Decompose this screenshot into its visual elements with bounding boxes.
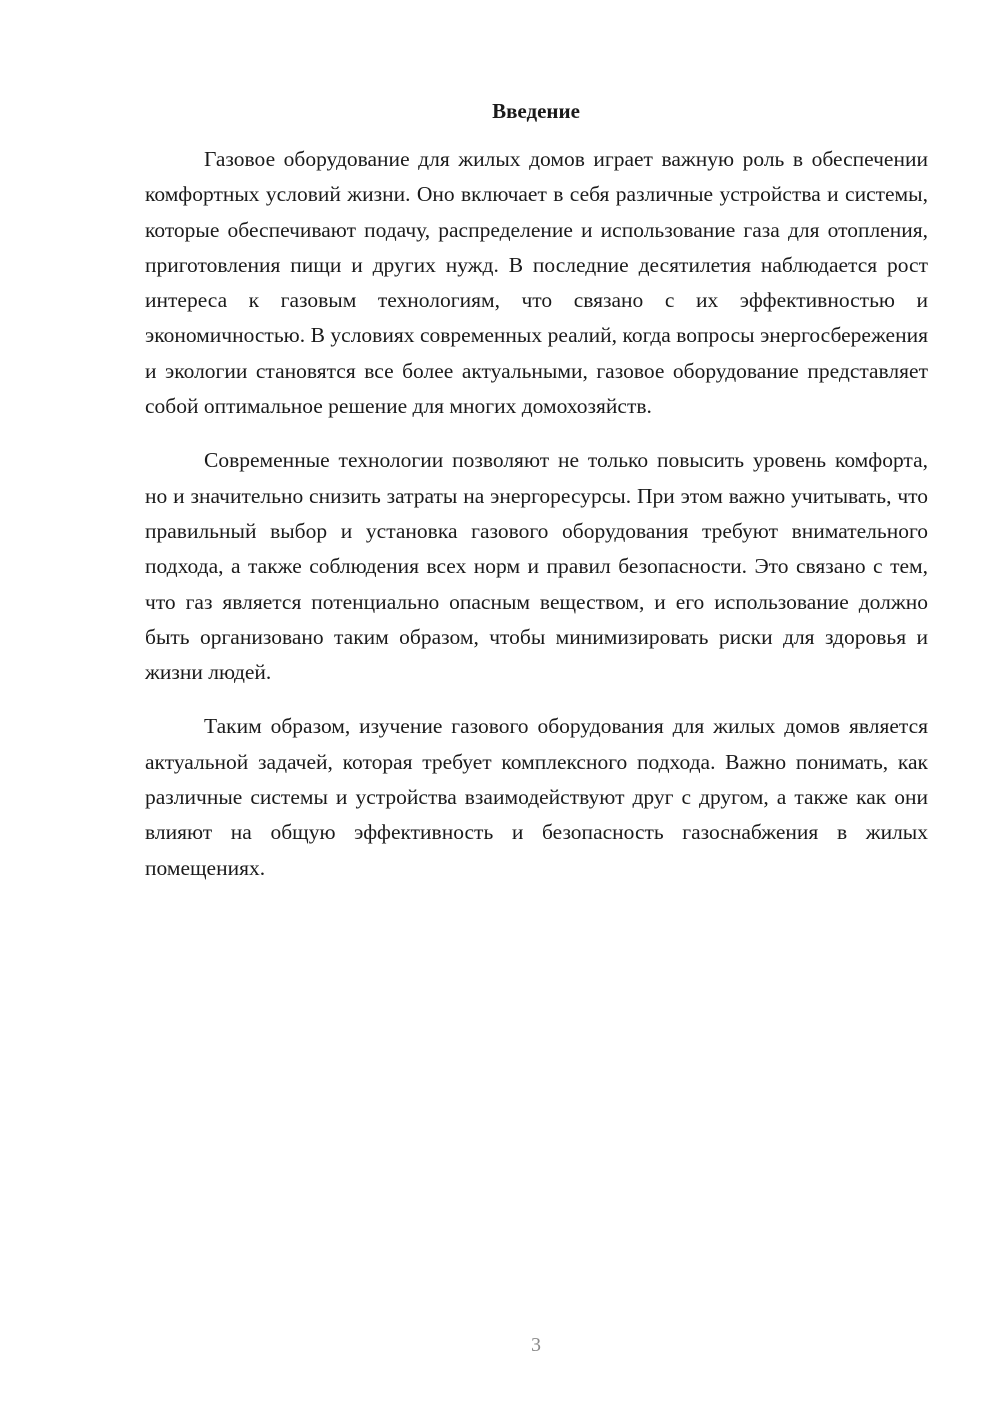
paragraph-1: Газовое оборудование для жилых домов играет важную роль в обеспечении комфортных условий жизни. Оно включает в себя различные устройства и системы, которые обеспечивают подачу, распределение и использование газа для отопления, приготовления пищи и других нужд. В последние десятилетия наблюдается рост интереса к газовым технологиям, что связано с их эффективностью и экономичностью. В условиях современных реалий, когда вопросы энергосбережения и экологии становятся все более актуальными, газовое оборудование представляет собой оптимальное решение для многих домохозяйств. [145,147,928,419]
page-number: 3 [531,1334,541,1356]
page-title: Введение [492,99,580,123]
paragraph-2: Современные технологии позволяют не только повысить уровень комфорта, но и значительно снизить затраты на энергоресурсы. При этом важно учитывать, что правильный выбор и установка газового оборудования требуют внимательного подхода, а также соблюдения всех норм и правил безопасности. Это связано с тем, что газ является потенциально опасным веществом, и его использование должно быть организовано таким образом, чтобы минимизировать риски для здоровья и жизни людей. [145,448,928,685]
paragraph-3: Таким образом, изучение газового оборудования для жилых домов является актуальной задачей, которая требует комплексного подхода. Важно понимать, как различные системы и устройства взаимодействуют друг с другом, а также как они влияют на общую эффективность и безопасность газоснабжения в жилых помещениях. [145,714,928,880]
document-body [145,142,928,886]
